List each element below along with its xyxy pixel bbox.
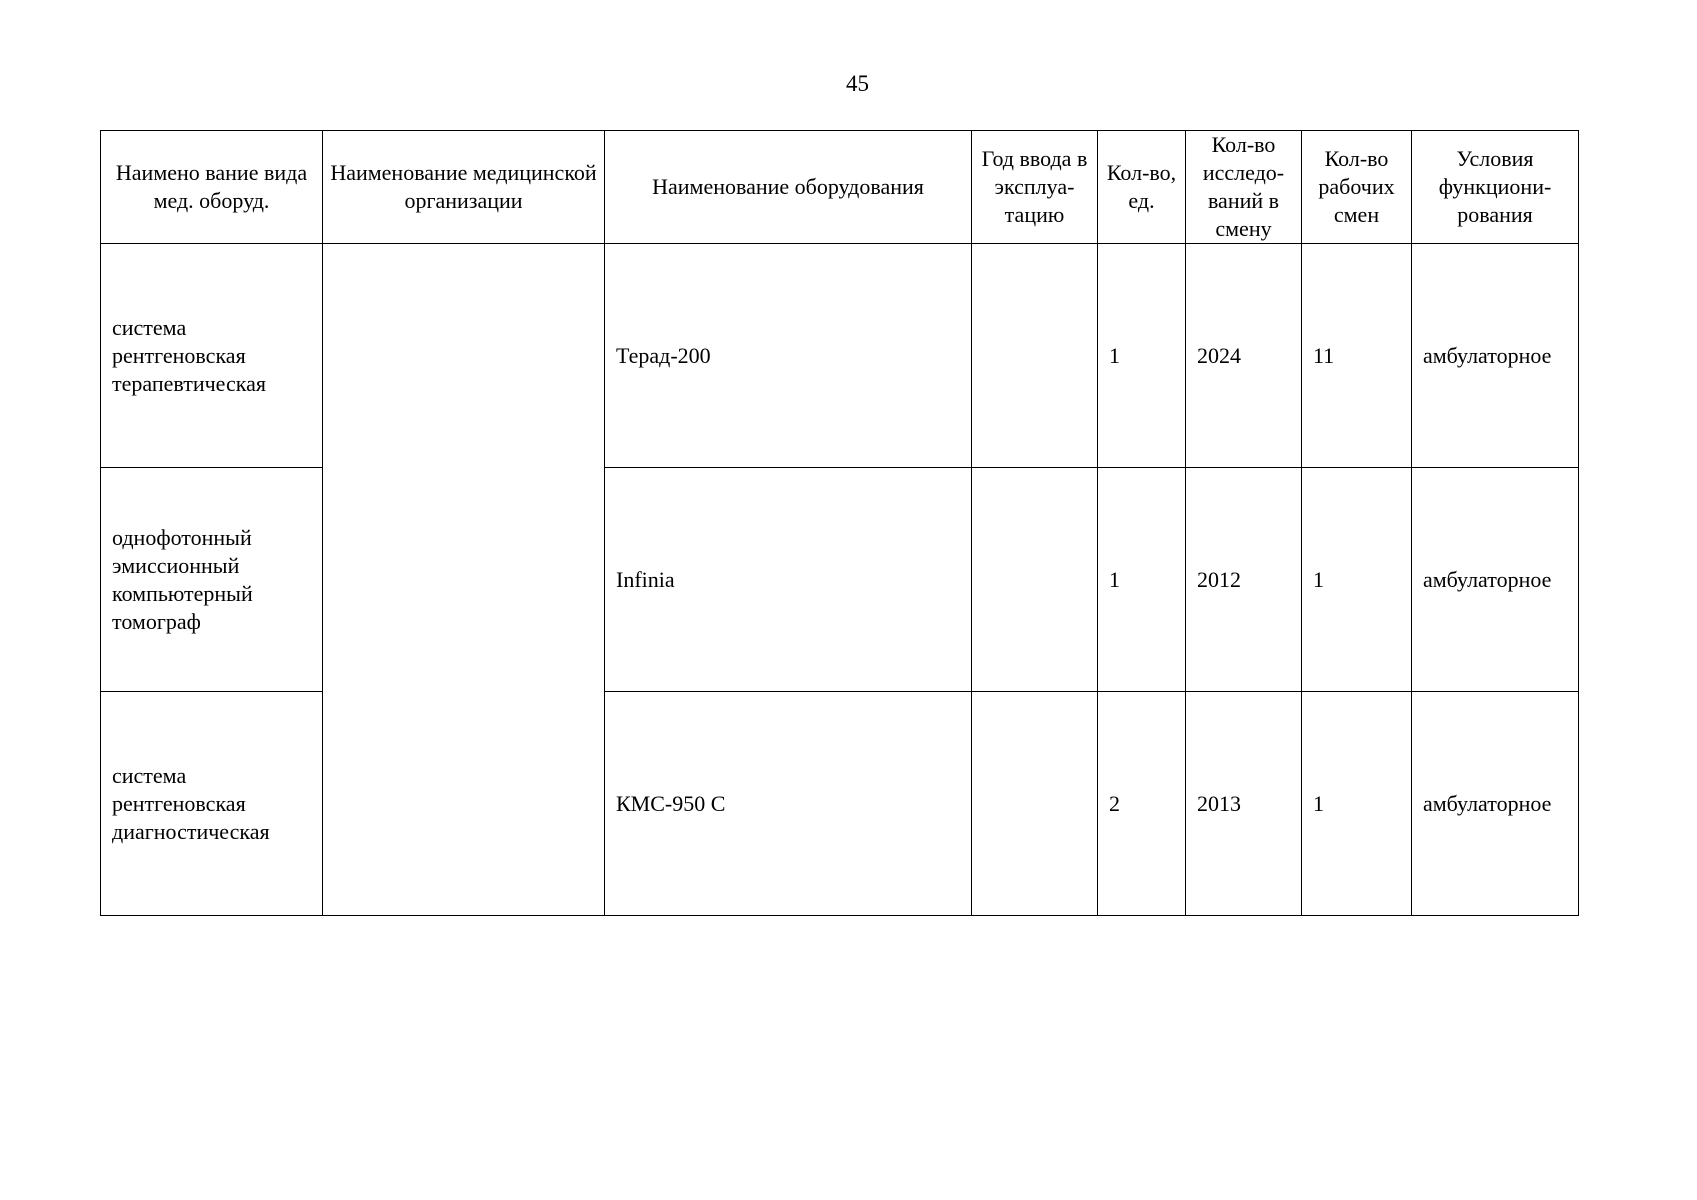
header-organization: Наименование медицинской организации (323, 131, 605, 244)
header-equipment-name: Наименование оборудования (605, 131, 972, 244)
year-cell (972, 244, 1098, 468)
conditions-cell: амбулаторное (1412, 468, 1579, 692)
year-cell (972, 692, 1098, 916)
header-quantity: Кол-во, ед. (1098, 131, 1186, 244)
year-cell (972, 468, 1098, 692)
table-row (101, 468, 1579, 692)
conditions-cell: амбулаторное (1412, 244, 1579, 468)
quantity-cell: 1 (1098, 244, 1186, 468)
quantity-cell: 2 (1098, 692, 1186, 916)
quantity-cell: 1 (1098, 468, 1186, 692)
header-conditions: Условия функциони-рования (1412, 131, 1579, 244)
studies-cell: 2012 (1186, 468, 1302, 692)
equipment-type-cell: однофотонный эмиссионный компьютерный томограф (101, 468, 323, 692)
equipment-type-cell: система рентгеновская диагностическая (101, 692, 323, 916)
shifts-cell: 1 (1302, 692, 1412, 916)
header-studies-per-shift: Кол-во исследо-ваний в смену (1186, 131, 1302, 244)
table-row (101, 244, 1579, 468)
equipment-table (100, 130, 1579, 916)
equipment-name-cell: КМС-950 С (605, 692, 972, 916)
table-header-row (101, 131, 1579, 244)
header-equipment-type: Наимено вание вида мед. оборуд. (101, 131, 323, 244)
shifts-cell: 11 (1302, 244, 1412, 468)
conditions-cell: амбулаторное (1412, 692, 1579, 916)
studies-cell: 2013 (1186, 692, 1302, 916)
equipment-name-cell: Терад-200 (605, 244, 972, 468)
organization-cell (323, 244, 605, 916)
page-number: 45 (846, 71, 869, 96)
shifts-cell: 1 (1302, 468, 1412, 692)
studies-cell: 2024 (1186, 244, 1302, 468)
equipment-type-cell: система рентгеновская терапевтическая (101, 244, 323, 468)
header-shifts: Кол-во рабочих смен (1302, 131, 1412, 244)
table-row (101, 692, 1579, 916)
header-year: Год ввода в эксплуа-тацию (972, 131, 1098, 244)
equipment-name-cell: Infinia (605, 468, 972, 692)
